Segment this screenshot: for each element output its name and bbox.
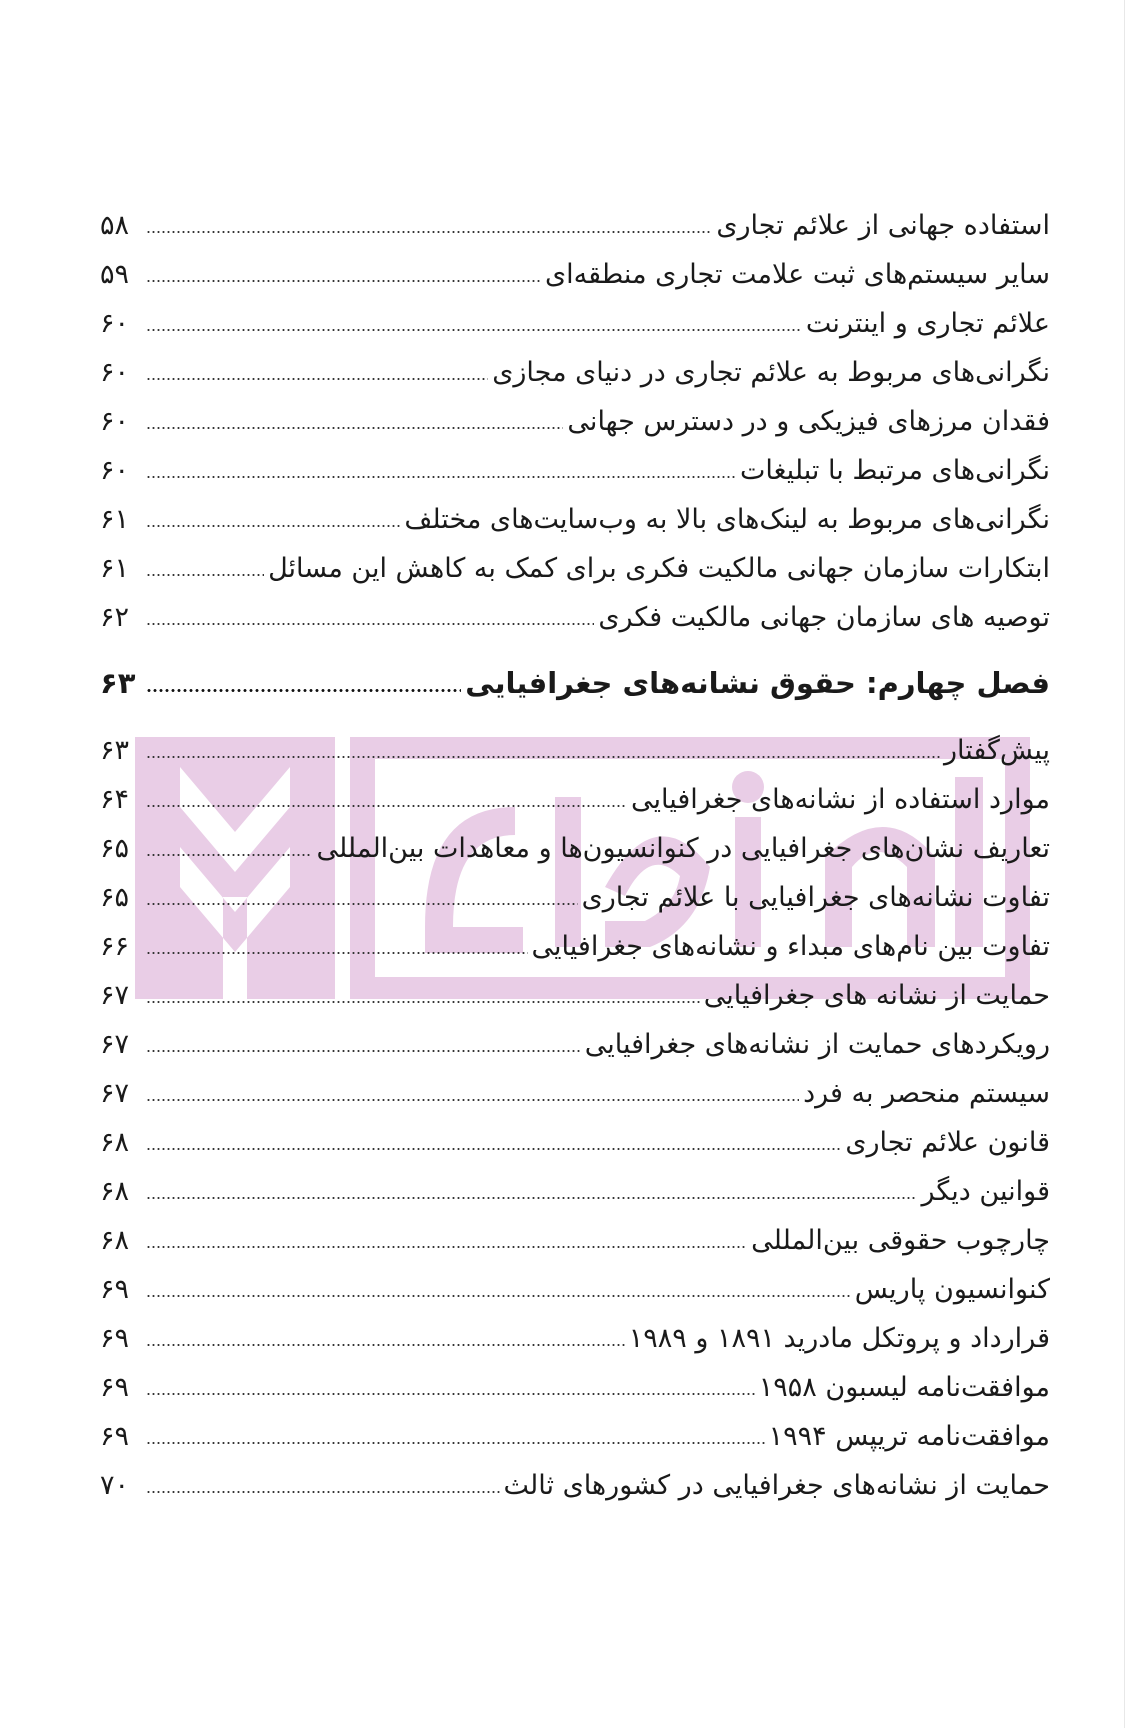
- toc-entry-page: ۶۹: [100, 1273, 130, 1305]
- dot-leader: [146, 1148, 841, 1150]
- toc-entry[interactable]: [100, 396, 1050, 446]
- dot-leader: [146, 525, 400, 527]
- toc-entry[interactable]: [100, 1215, 1050, 1265]
- toc-entry-page: ۶۱: [100, 503, 130, 535]
- toc-entry-title: رویکردهای حمایت از نشانه‌های جغرافیایی: [584, 1028, 1050, 1060]
- dot-leader: [146, 378, 488, 380]
- toc-entry[interactable]: [100, 970, 1050, 1020]
- toc-entry[interactable]: [100, 592, 1050, 642]
- toc-entry-page: ۶۹: [100, 1322, 130, 1354]
- page-edge: [1124, 0, 1125, 1728]
- toc-entry-page: ۶۸: [100, 1175, 130, 1207]
- toc-entry-title: موافقت‌نامه لیسبون ۱۹۵۸: [758, 1371, 1050, 1403]
- toc-entry-title: موارد استفاده از نشانه‌های جغرافیایی: [630, 783, 1050, 815]
- dot-leader: [146, 231, 712, 233]
- dot-leader: [146, 623, 594, 625]
- toc-entry-page: ۶۷: [100, 1028, 130, 1060]
- toc-entry-page: ۶۰: [100, 307, 130, 339]
- toc-entry[interactable]: [100, 249, 1050, 299]
- dot-leader: [146, 1344, 625, 1346]
- toc-entry-title: قرارداد و پروتکل مادرید ۱۸۹۱ و ۱۹۸۹: [628, 1322, 1050, 1354]
- toc-entry[interactable]: [100, 872, 1050, 922]
- toc-entry[interactable]: [100, 1411, 1050, 1461]
- toc-entry[interactable]: [100, 445, 1050, 495]
- toc-entry[interactable]: [100, 1068, 1050, 1118]
- toc-entry-title: نگرانی‌های مرتبط با تبلیغات: [740, 454, 1050, 486]
- toc-entry[interactable]: [100, 200, 1050, 250]
- toc-entry-title: موافقت‌نامه تریپس ۱۹۹۴: [768, 1420, 1050, 1452]
- dot-leader: [146, 756, 940, 758]
- toc-entry[interactable]: [100, 823, 1050, 873]
- toc-entry[interactable]: [100, 298, 1050, 348]
- toc-entry-page: ۶۰: [100, 405, 130, 437]
- toc-entry-title: نگرانی‌های مربوط به لینک‌های بالا به وب‌سایت‌های مختلف: [404, 503, 1050, 535]
- toc-entry-title: نگرانی‌های مربوط به علائم تجاری در دنیای مجازی: [492, 356, 1050, 388]
- toc-entry[interactable]: [100, 774, 1050, 824]
- toc-entry-page: ۷۰: [100, 1469, 130, 1501]
- toc-entry-title: قوانین دیگر: [921, 1175, 1050, 1207]
- toc-entry-page: ۶۴: [100, 783, 130, 815]
- dot-leader: [146, 427, 563, 429]
- toc-entry[interactable]: [100, 1264, 1050, 1314]
- toc-entry-title: فقدان مرزهای فیزیکی و در دسترس جهانی: [567, 405, 1050, 437]
- toc-entry-title: استفاده جهانی از علائم تجاری: [716, 209, 1050, 241]
- dot-leader: [146, 689, 461, 692]
- toc-entry-page: ۵۹: [100, 258, 130, 290]
- chapter-page: ۶۳: [100, 665, 136, 700]
- toc-entry[interactable]: [100, 725, 1050, 775]
- dot-leader: [146, 854, 312, 856]
- toc-entry[interactable]: [100, 543, 1050, 593]
- toc-chapter-heading[interactable]: [100, 658, 1050, 708]
- toc-entry-title: چارچوب حقوقی بین‌المللی: [751, 1224, 1050, 1256]
- dot-leader: [146, 1246, 747, 1248]
- toc-entry[interactable]: [100, 1362, 1050, 1412]
- toc-entry[interactable]: [100, 1166, 1050, 1216]
- dot-leader: [146, 574, 264, 576]
- toc-entry-page: ۶۸: [100, 1224, 130, 1256]
- toc-entry-title: علائم تجاری و اینترنت: [805, 307, 1050, 339]
- dot-leader: [146, 1001, 700, 1003]
- dot-leader: [146, 476, 736, 478]
- dot-leader: [146, 903, 578, 905]
- toc-entry[interactable]: [100, 1019, 1050, 1069]
- toc-entry-page: ۶۲: [100, 601, 130, 633]
- toc-entry-title: سیستم منحصر به فرد: [803, 1077, 1050, 1109]
- toc-entry-page: ۶۹: [100, 1420, 130, 1452]
- toc-entry-page: ۶۵: [100, 832, 130, 864]
- toc-entry-title: تفاوت نشانه‌های جغرافیایی با علائم تجاری: [581, 881, 1050, 913]
- toc-entry[interactable]: [100, 1313, 1050, 1363]
- toc-entry-title: تعاریف نشان‌های جغرافیایی در کنوانسیون‌ها و معاهدات بین‌المللی: [316, 832, 1050, 864]
- toc-entry-page: ۶۸: [100, 1126, 130, 1158]
- toc-entry-page: ۶۷: [100, 979, 130, 1011]
- toc-entry[interactable]: [100, 1460, 1050, 1510]
- chapter-title: فصل چهارم: حقوق نشانه‌های جغرافیایی: [465, 665, 1050, 700]
- toc-entry-title: تفاوت بین نام‌های مبداء و نشانه‌های جغرافیایی: [531, 930, 1050, 962]
- toc-entry-title: ابتکارات سازمان جهانی مالکیت فکری برای کمک به کاهش این مسائل: [268, 552, 1050, 584]
- toc-entry[interactable]: [100, 347, 1050, 397]
- toc-entry-title: حمایت از نشانه های جغرافیایی: [703, 979, 1050, 1011]
- toc-entry-page: ۶۰: [100, 454, 130, 486]
- toc-entry-page: ۵۸: [100, 209, 130, 241]
- toc-entry-page: ۶۶: [100, 930, 130, 962]
- toc-entry[interactable]: [100, 921, 1050, 971]
- toc-entry-title: توصیه های سازمان جهانی مالکیت فکری: [598, 601, 1050, 633]
- toc-entry-page: ۶۵: [100, 881, 130, 913]
- toc-entry[interactable]: [100, 1117, 1050, 1167]
- toc-entry-page: ۶۳: [100, 734, 130, 766]
- dot-leader: [146, 952, 528, 954]
- toc-entry-page: ۶۱: [100, 552, 130, 584]
- dot-leader: [146, 1099, 799, 1101]
- dot-leader: [146, 805, 627, 807]
- dot-leader: [146, 1295, 851, 1297]
- toc-entry-title: قانون علائم تجاری: [845, 1126, 1050, 1158]
- toc-entry-title: کنوانسیون پاریس: [854, 1273, 1050, 1305]
- toc-entry-title: سایر سیستم‌های ثبت علامت تجاری منطقه‌ای: [545, 258, 1050, 290]
- toc-entry-page: ۶۹: [100, 1371, 130, 1403]
- dot-leader: [146, 280, 541, 282]
- toc-entry-title: پیش‌گفتار: [943, 734, 1050, 766]
- toc-entry-page: ۶۰: [100, 356, 130, 388]
- dot-leader: [146, 1197, 917, 1199]
- dot-leader: [146, 329, 802, 331]
- dot-leader: [146, 1393, 755, 1395]
- toc-entry-page: ۶۷: [100, 1077, 130, 1109]
- dot-leader: [146, 1050, 581, 1052]
- dot-leader: [146, 1442, 765, 1444]
- dot-leader: [146, 1491, 500, 1493]
- toc-entry-title: حمایت از نشانه‌های جغرافیایی در کشورهای ثالث: [503, 1469, 1050, 1501]
- toc-entry[interactable]: [100, 494, 1050, 544]
